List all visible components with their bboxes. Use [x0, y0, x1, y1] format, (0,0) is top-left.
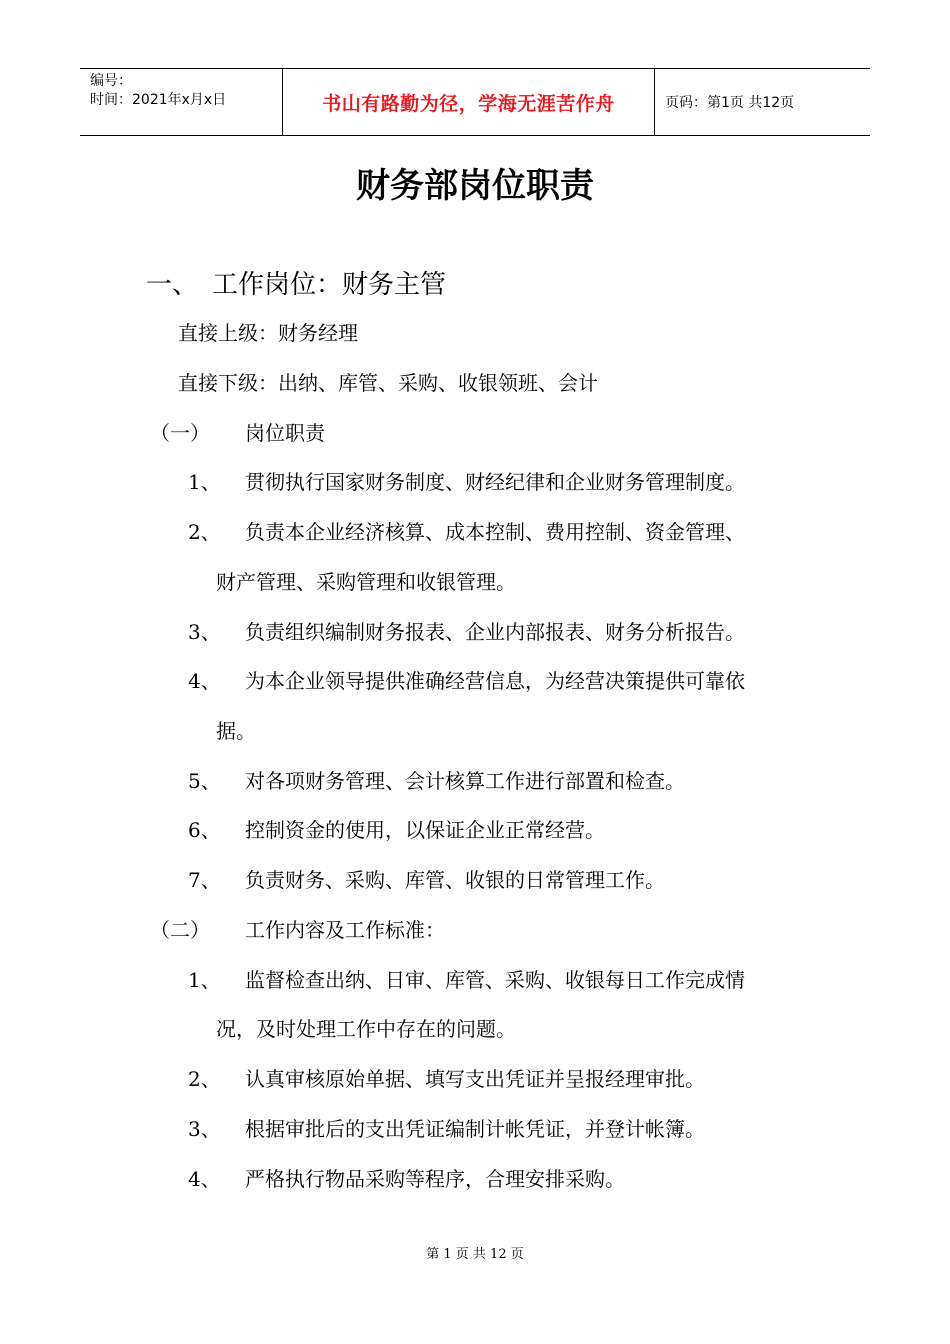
list-item-number: 1、: [188, 470, 221, 494]
section-title: 工作岗位：财务主管: [212, 270, 447, 300]
document-title: 财务部岗位职责: [356, 166, 594, 206]
list-item-text: 贯彻执行国家财务制度、财经纪律和企业财务管理制度。: [245, 470, 745, 494]
list-item-number: 2、: [188, 520, 221, 544]
part2-title: 工作内容及工作标准：: [245, 918, 445, 942]
list-item-number: 3、: [188, 620, 221, 644]
list-item-number: 7、: [188, 868, 221, 892]
list-item-continuation: 财产管理、采购管理和收银管理。: [216, 570, 516, 594]
list-item-continuation: 况，及时处理工作中存在的问题。: [216, 1017, 516, 1041]
part2-number: （二）: [150, 918, 210, 942]
list-item-number: 3、: [188, 1117, 221, 1141]
header-left-cell: [80, 69, 282, 135]
part1-title: 岗位职责: [245, 421, 325, 445]
page-header: [80, 68, 870, 136]
list-item-text: 监督检查出纳、日审、库管、采购、收银每日工作完成情: [245, 968, 745, 992]
page-footer: 第 1 页 共 12 页: [426, 1247, 524, 1262]
list-item-text: 负责本企业经济核算、成本控制、费用控制、资金管理、: [245, 520, 745, 544]
list-item-number: 2、: [188, 1067, 221, 1091]
time-label: 时间：2021年x月x日: [90, 92, 227, 108]
header-motto: 书山有路勤为径，学海无涯苦作舟: [282, 69, 655, 135]
list-item-number: 1、: [188, 968, 221, 992]
direct-subordinates: 直接下级：出纳、库管、采购、收银领班、会计: [178, 371, 598, 395]
list-item-number: 6、: [188, 818, 221, 842]
list-item-text: 为本企业领导提供准确经营信息，为经营决策提供可靠依: [245, 669, 745, 693]
list-item-text: 严格执行物品采购等程序，合理安排采购。: [245, 1167, 625, 1191]
list-item-text: 控制资金的使用，以保证企业正常经营。: [245, 818, 605, 842]
list-item-number: 4、: [188, 669, 221, 693]
part1-number: （一）: [150, 421, 210, 445]
list-item-text: 负责财务、采购、库管、收银的日常管理工作。: [245, 868, 665, 892]
direct-superior: 直接上级：财务经理: [178, 321, 358, 345]
section-heading: [146, 265, 446, 305]
section-number: 一、: [146, 270, 199, 300]
number-label: 编号：: [90, 73, 132, 89]
list-item-continuation: 据。: [216, 719, 256, 743]
list-item-text: 对各项财务管理、会计核算工作进行部置和检查。: [245, 769, 685, 793]
header-page-info: 页码：第1页 共12页: [665, 95, 795, 111]
list-item-text: 根据审批后的支出凭证编制计帐凭证，并登计帐簿。: [245, 1117, 705, 1141]
list-item-text: 负责组织编制财务报表、企业内部报表、财务分析报告。: [245, 620, 745, 644]
list-item-number: 4、: [188, 1167, 221, 1191]
list-item-text: 认真审核原始单据、填写支出凭证并呈报经理审批。: [245, 1067, 705, 1091]
list-item-number: 5、: [188, 769, 221, 793]
